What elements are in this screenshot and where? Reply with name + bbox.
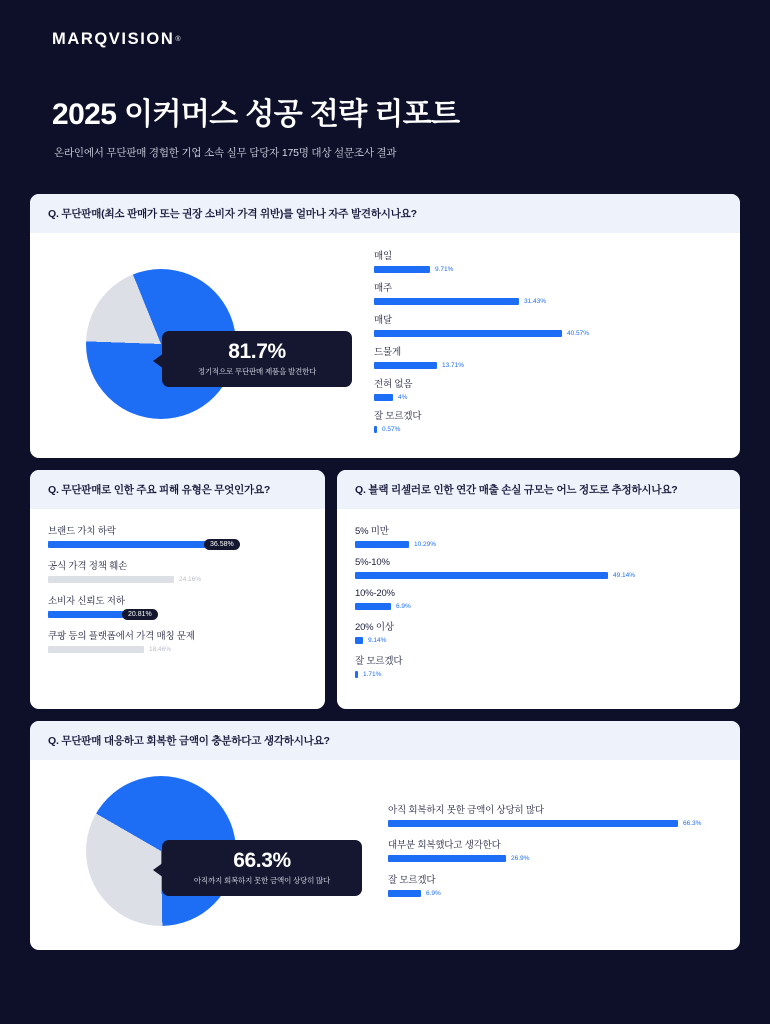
bar-value: 36.58%	[204, 539, 240, 550]
bar-item	[48, 628, 307, 654]
bar-fill	[355, 541, 409, 548]
bars-revenue	[355, 523, 722, 685]
bar-item	[374, 408, 722, 434]
page-title: 2025 이커머스 성공 전략 리포트	[52, 98, 460, 131]
bar-label: 매달	[374, 314, 392, 326]
bar-label: 잘 모르겠다	[374, 410, 422, 422]
bar-fill	[355, 637, 363, 644]
bar-value: 9.14%	[368, 637, 387, 644]
bar-label: 공식 가격 정책 훼손	[48, 561, 128, 572]
callout-recovery	[162, 840, 362, 896]
bar-fill	[374, 266, 430, 273]
bar-label: 소비자 신뢰도 저하	[48, 596, 125, 607]
bar-fill	[355, 671, 358, 678]
bar-label: 잘 모르겠다	[388, 875, 436, 886]
bar-fill	[388, 890, 421, 897]
bar-item	[355, 523, 722, 549]
brand-registered-mark: ®	[175, 36, 181, 43]
bar-label: 전혀 없음	[374, 378, 413, 390]
bar-item	[374, 248, 722, 274]
bar-value: 13.71%	[442, 361, 465, 369]
bar-value: 6.9%	[396, 603, 411, 610]
bar-fill	[374, 330, 562, 337]
bar-fill	[388, 820, 678, 827]
bar-value: 49.14%	[613, 572, 636, 579]
callout-frequency	[162, 331, 352, 387]
bar-value: 10.29%	[414, 541, 437, 548]
pie-recovery-wrap	[48, 768, 378, 938]
card-damage-types	[30, 470, 325, 709]
bar-value: 9.71%	[435, 265, 454, 273]
bar-label: 쿠팡 등의 플랫폼에서 가격 매칭 문제	[48, 631, 195, 642]
bar-fill	[48, 646, 144, 653]
bar-item	[355, 653, 722, 679]
brand-logo	[22, 0, 748, 49]
bar-label: 드물게	[374, 346, 401, 358]
bar-item	[355, 557, 722, 580]
bar-value: 31.43%	[524, 297, 547, 305]
card-frequency	[30, 194, 740, 458]
bar-fill	[355, 572, 608, 579]
card-row	[30, 470, 740, 709]
bar-label: 5% 미만	[355, 526, 389, 537]
bar-fill	[48, 576, 174, 583]
page-subtitle: 온라인에서 무단판매 경험한 기업 소속 실무 담당자 175명 대상 설문조사 결과	[54, 147, 397, 159]
bar-value: 6.9%	[426, 890, 441, 897]
bar-label: 10%-20%	[355, 588, 395, 599]
bar-fill	[355, 603, 391, 610]
bar-item	[48, 558, 307, 584]
bar-item	[48, 523, 307, 549]
bar-fill	[374, 426, 377, 433]
bar-value: 4%	[398, 393, 408, 401]
bar-label: 대부분 회복했다고 생각한다	[388, 840, 501, 851]
card-revenue-question: Q. 블랙 리셀러로 인한 연간 매출 손실 규모는 어느 정도로 추정하시나요?	[337, 470, 740, 509]
bar-item	[355, 588, 722, 611]
bar-label: 매주	[374, 282, 392, 294]
bar-item	[48, 593, 307, 619]
bar-label: 5%-10%	[355, 557, 390, 568]
bar-value: 40.57%	[567, 329, 590, 337]
bar-item	[388, 872, 722, 898]
callout-frequency-value: 81.7%	[228, 339, 286, 363]
bar-value: 20.81%	[122, 609, 158, 620]
pie-frequency-wrap	[48, 249, 358, 439]
bar-value: 26.9%	[511, 855, 530, 862]
bar-item	[374, 344, 722, 370]
bars-recovery	[378, 802, 722, 904]
bar-label: 20% 이상	[355, 622, 394, 633]
callout-frequency-caption: 정기적으로 무단판매 제품을 발견한다	[197, 366, 317, 376]
card-recovery-question: Q. 무단판매 대응하고 회복한 금액이 충분하다고 생각하시나요?	[30, 721, 740, 760]
bar-label: 아직 회복하지 못한 금액이 상당히 많다	[388, 805, 544, 816]
bars-frequency	[358, 248, 722, 440]
bar-fill	[388, 855, 506, 862]
bar-item	[374, 312, 722, 338]
bar-value: 1.71%	[363, 671, 382, 678]
bar-item	[374, 280, 722, 306]
bars-damage	[48, 523, 307, 660]
bar-label: 브랜드 가치 하락	[48, 526, 116, 537]
bar-value: 66.3%	[683, 820, 702, 827]
card-revenue-loss	[337, 470, 740, 709]
bar-label: 잘 모르겠다	[355, 656, 403, 667]
card-recovery	[30, 721, 740, 950]
card-damage-question: Q. 무단판매로 인한 주요 피해 유형은 무엇인가요?	[30, 470, 325, 509]
bar-item	[355, 619, 722, 645]
card-frequency-question: Q. 무단판매(최소 판매가 또는 권장 소비자 가격 위반)를 얼마나 자주 발견하시나요?	[30, 194, 740, 233]
bar-item	[388, 837, 722, 863]
callout-recovery-value: 66.3%	[233, 849, 291, 872]
bar-value: 18.46%	[149, 646, 172, 653]
bar-value: 24.16%	[179, 576, 202, 583]
bar-label: 매일	[374, 250, 392, 262]
brand-name: MARQVISION	[52, 30, 175, 48]
bar-fill	[374, 362, 437, 369]
bar-item	[388, 802, 722, 828]
callout-recovery-caption: 아직까지 회복하지 못한 금액이 상당히 많다	[193, 876, 331, 885]
bar-fill	[374, 298, 519, 305]
bar-fill	[374, 394, 393, 401]
bar-value: 0.57%	[382, 425, 401, 433]
bar-item	[374, 376, 722, 402]
